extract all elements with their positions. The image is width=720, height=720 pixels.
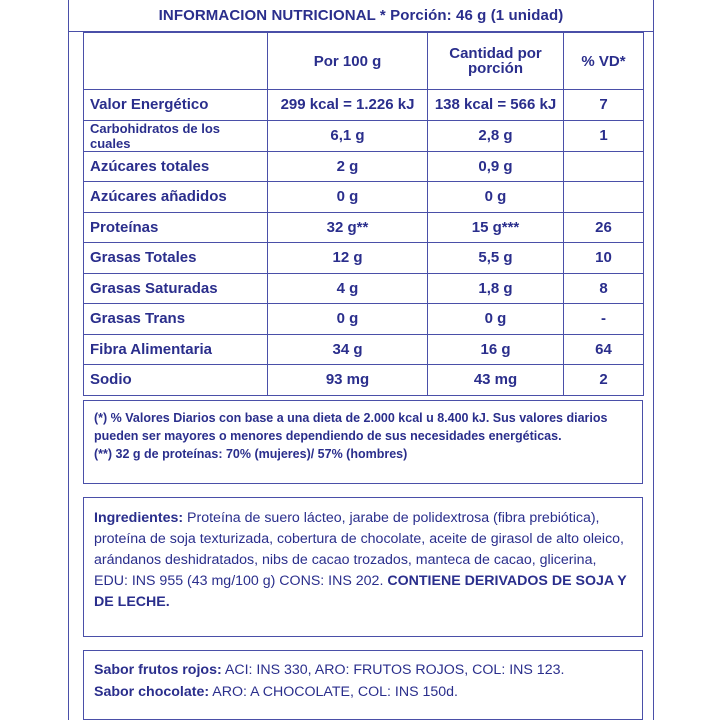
nutrient-name: Valor Energético — [84, 90, 268, 121]
nutrient-name: Sodio — [84, 365, 268, 396]
nutrient-name: Grasas Totales — [84, 243, 268, 274]
header-per-100g: Por 100 g — [268, 33, 428, 90]
nutrient-name: Fibra Alimentaria — [84, 334, 268, 365]
allergen-warning: CONTIENE DERIVADOS DE SOJA Y DE LECHE. — [94, 573, 627, 610]
table-row — [84, 120, 644, 151]
nutrition-table — [83, 32, 644, 396]
value-per-portion: 0 g — [428, 304, 564, 335]
table-row — [84, 151, 644, 182]
value-vd: 8 — [564, 273, 644, 304]
table-row — [84, 182, 644, 213]
table-row — [84, 365, 644, 396]
value-vd: 10 — [564, 243, 644, 274]
label-title: INFORMACION NUTRICIONAL * Porción: 46 g (1 unidad) — [69, 0, 653, 32]
table-row — [84, 304, 644, 335]
table-header-row — [84, 33, 644, 90]
value-vd: 7 — [564, 90, 644, 121]
value-per-portion: 1,8 g — [428, 273, 564, 304]
flavor-label: Sabor chocolate: — [94, 684, 210, 700]
value-vd: - — [564, 304, 644, 335]
value-per-100g: 93 mg — [268, 365, 428, 396]
nutrition-label — [68, 0, 654, 720]
value-vd — [564, 182, 644, 213]
flavor-line — [94, 659, 632, 681]
value-vd — [564, 151, 644, 182]
value-per-portion: 43 mg — [428, 365, 564, 396]
header-vd: % VD* — [564, 33, 644, 90]
value-per-100g: 299 kcal = 1.226 kJ — [268, 90, 428, 121]
header-name — [84, 33, 268, 90]
flavor-line — [94, 681, 632, 703]
table-row — [84, 90, 644, 121]
nutrient-name: Grasas Saturadas — [84, 273, 268, 304]
value-per-100g: 0 g — [268, 304, 428, 335]
value-per-100g: 6,1 g — [268, 120, 428, 151]
flavor-label: Sabor frutos rojos: — [94, 662, 222, 678]
value-per-portion: 15 g*** — [428, 212, 564, 243]
ingredients-text: Proteína de suero lácteo, jarabe de polidextrosa (fibra prebiótica), proteína de soja texturizada, cobertura de chocolate, aceite de girasol de alto oleico, arándanos deshidratados, nibs de cacao trozados, manteca de cacao, glicerina, EDU: INS 955 (43 mg/100 g) CONS: INS 202. — [94, 510, 625, 589]
value-vd: 64 — [564, 334, 644, 365]
flavor-text: ACI: INS 330, ARO: FRUTOS ROJOS, COL: INS 123. — [221, 662, 565, 678]
table-row — [84, 212, 644, 243]
table-row — [84, 243, 644, 274]
ingredients-box — [83, 497, 643, 637]
value-per-portion: 0,9 g — [428, 151, 564, 182]
value-per-100g: 32 g** — [268, 212, 428, 243]
nutrient-name: Azúcares totales — [84, 151, 268, 182]
value-per-portion: 16 g — [428, 334, 564, 365]
value-per-100g: 2 g — [268, 151, 428, 182]
value-vd: 26 — [564, 212, 644, 243]
value-per-100g: 34 g — [268, 334, 428, 365]
table-row — [84, 273, 644, 304]
footnote-daily-values: (*) % Valores Diarios con base a una dieta de 2.000 kcal u 8.400 kJ. Sus valores diarios pueden ser mayores o menores dependiendo de sus necesidades energéticas. — [94, 411, 608, 443]
nutrient-name: Azúcares añadidos — [84, 182, 268, 213]
value-vd: 1 — [564, 120, 644, 151]
value-per-portion: 2,8 g — [428, 120, 564, 151]
flavor-text: ARO: A CHOCOLATE, COL: INS 150d. — [209, 684, 459, 700]
ingredients-label: Ingredientes: — [94, 510, 184, 526]
nutrient-name: Carbohidratos de los cuales — [84, 120, 268, 151]
value-per-portion: 138 kcal = 566 kJ — [428, 90, 564, 121]
table-row — [84, 334, 644, 365]
value-vd: 2 — [564, 365, 644, 396]
value-per-portion: 0 g — [428, 182, 564, 213]
value-per-100g: 0 g — [268, 182, 428, 213]
nutrient-name: Grasas Trans — [84, 304, 268, 335]
footnotes — [83, 400, 643, 484]
footnote-proteins: (**) 32 g de proteínas: 70% (mujeres)/ 57% (hombres) — [94, 447, 408, 461]
value-per-100g: 4 g — [268, 273, 428, 304]
value-per-100g: 12 g — [268, 243, 428, 274]
value-per-portion: 5,5 g — [428, 243, 564, 274]
header-per-portion: Cantidad por porción — [428, 33, 564, 90]
nutrient-name: Proteínas — [84, 212, 268, 243]
flavors-box — [83, 650, 643, 720]
